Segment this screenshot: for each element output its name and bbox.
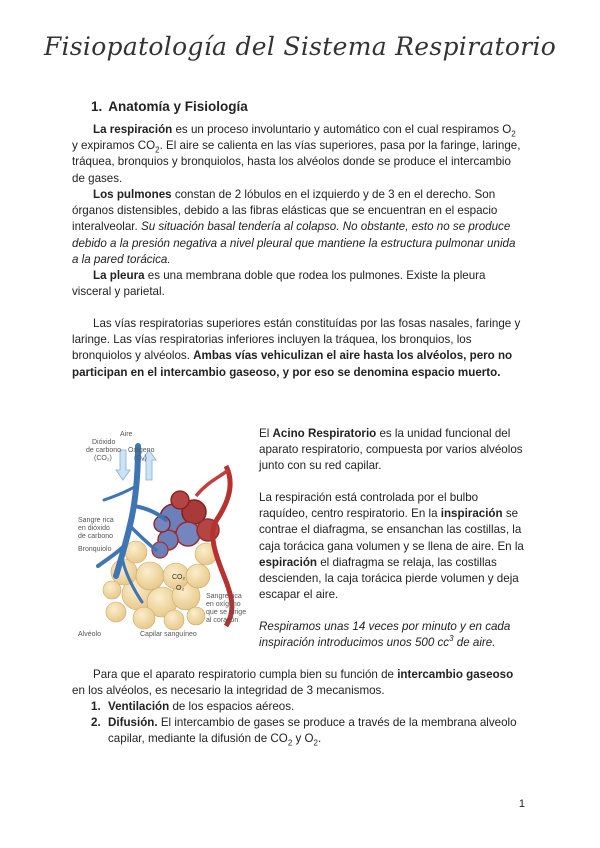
- label-co2: (CO₂): [94, 455, 112, 462]
- label-dioxido: Dióxido: [92, 439, 116, 446]
- respiratory-acinus-illustration: [76, 426, 252, 640]
- section-number: 1.: [91, 99, 103, 114]
- section-title: Anatomía y Fisiología: [108, 99, 248, 114]
- paragraph-pleura: La pleura es una membrana doble que rodea los pulmones. Existe la pleura visceral y parietal.: [72, 269, 486, 299]
- paragraph-airways: Las vías respiratorias superiores están constituídas por las fosas nasales, faringe y laringe. Las vías respiratorias inferiores incluyen la tráquea, los bronquios, los bronquiolos y alvéolos. Ambas vías vehiculizan el aire hasta los alvéolos, pero no participan en el intercambio gaseoso, y por eso se denomina espacio muerto.: [72, 317, 521, 379]
- label-bronquiolo: Bronquiolo: [78, 546, 112, 553]
- list-item: 2. Difusión. El intercambio de gases se produce a través de la membrana alveolo capilar, mediante la difusión de $CO_2$ y $O_2$.: [91, 716, 517, 748]
- paragraph-mechanisms: Para que el aparato respiratorio cumpla bien su función de intercambio gaseoso en los alvéolos, es necesario la integridad de 3 mecanismos.: [72, 668, 514, 698]
- list-item: 1. Ventilación de los espacios aéreos.: [91, 700, 295, 713]
- label-o2: (O₂): [134, 455, 147, 462]
- paragraph-acinus: El Acino Respiratorio es la unidad funcional del aparato respiratorio, compuesta por varios alvéolos junto con su red capilar.: [259, 427, 523, 473]
- page-title: Fisiopatología del Sistema Respiratorio: [43, 32, 557, 61]
- label-alveolo: Alvéolo: [78, 631, 101, 638]
- mechanisms-list: [91, 699, 522, 748]
- label-al-corazon: al corazón: [206, 617, 239, 624]
- label-en-dioxido: en dióxido: [78, 525, 110, 532]
- label-co2-inner: CO₂: [172, 574, 186, 581]
- label-que-se-dirige: que se dirige: [206, 609, 247, 616]
- paragraph-lungs: Los pulmones constan de 2 lóbulos en el izquierdo y de 3 en el derecho. Son órganos distensibles, debido a las fibras elásticas que se encuentran en el espacio interalveolar. Su situación basal tendería al colapso. No obstante, esto no se produce debido a la presión negativa a nivel pleural que mantiene la estructura pulmonar unida a la pared torácica.: [72, 188, 516, 266]
- label-oxigeno: Oxígeno: [128, 447, 155, 454]
- label-de-carbono: de carbono: [86, 447, 122, 454]
- label-o2-inner: O₂: [176, 585, 185, 592]
- paragraph-respiration: La respiración es un proceso involuntario y automático con el cual respiramos $O_2$ y expiramos $CO_2$. El aire se calienta en las vías superiores, pasa por la faringe, laringe, tráquea, bronquios y bronquiolos, hasta los alvéolos donde se produce el intercambio de gases.: [72, 123, 521, 185]
- section-heading: [91, 99, 248, 114]
- label-en-oxigeno: en oxígeno: [206, 601, 241, 608]
- page-number: 1: [518, 798, 525, 810]
- label-sangre-rica: Sangre rica: [78, 517, 114, 524]
- paragraph-rate: Respiramos unas 14 veces por minuto y en cada inspiración introducimos unos 500 $cc^3$ de aire.: [259, 620, 511, 650]
- label-de-carbono-2: de carbono: [78, 533, 114, 540]
- label-capilar: Capilar sanguíneo: [140, 631, 197, 638]
- paragraph-control: La respiración está controlada por el bulbo raquídeo, centro respiratorio. En la inspiración se contrae el diafragma, se ensanchan las costillas, la caja torácica gana volumen y se llena de aire. En la espiración el diafragma se relaja, las costillas descienden, la caja torácica pierde volumen y deja escapar el aire.: [259, 491, 524, 602]
- label-sangre-rica-2: Sangre rica: [206, 593, 242, 600]
- label-aire: Aire: [120, 431, 133, 438]
